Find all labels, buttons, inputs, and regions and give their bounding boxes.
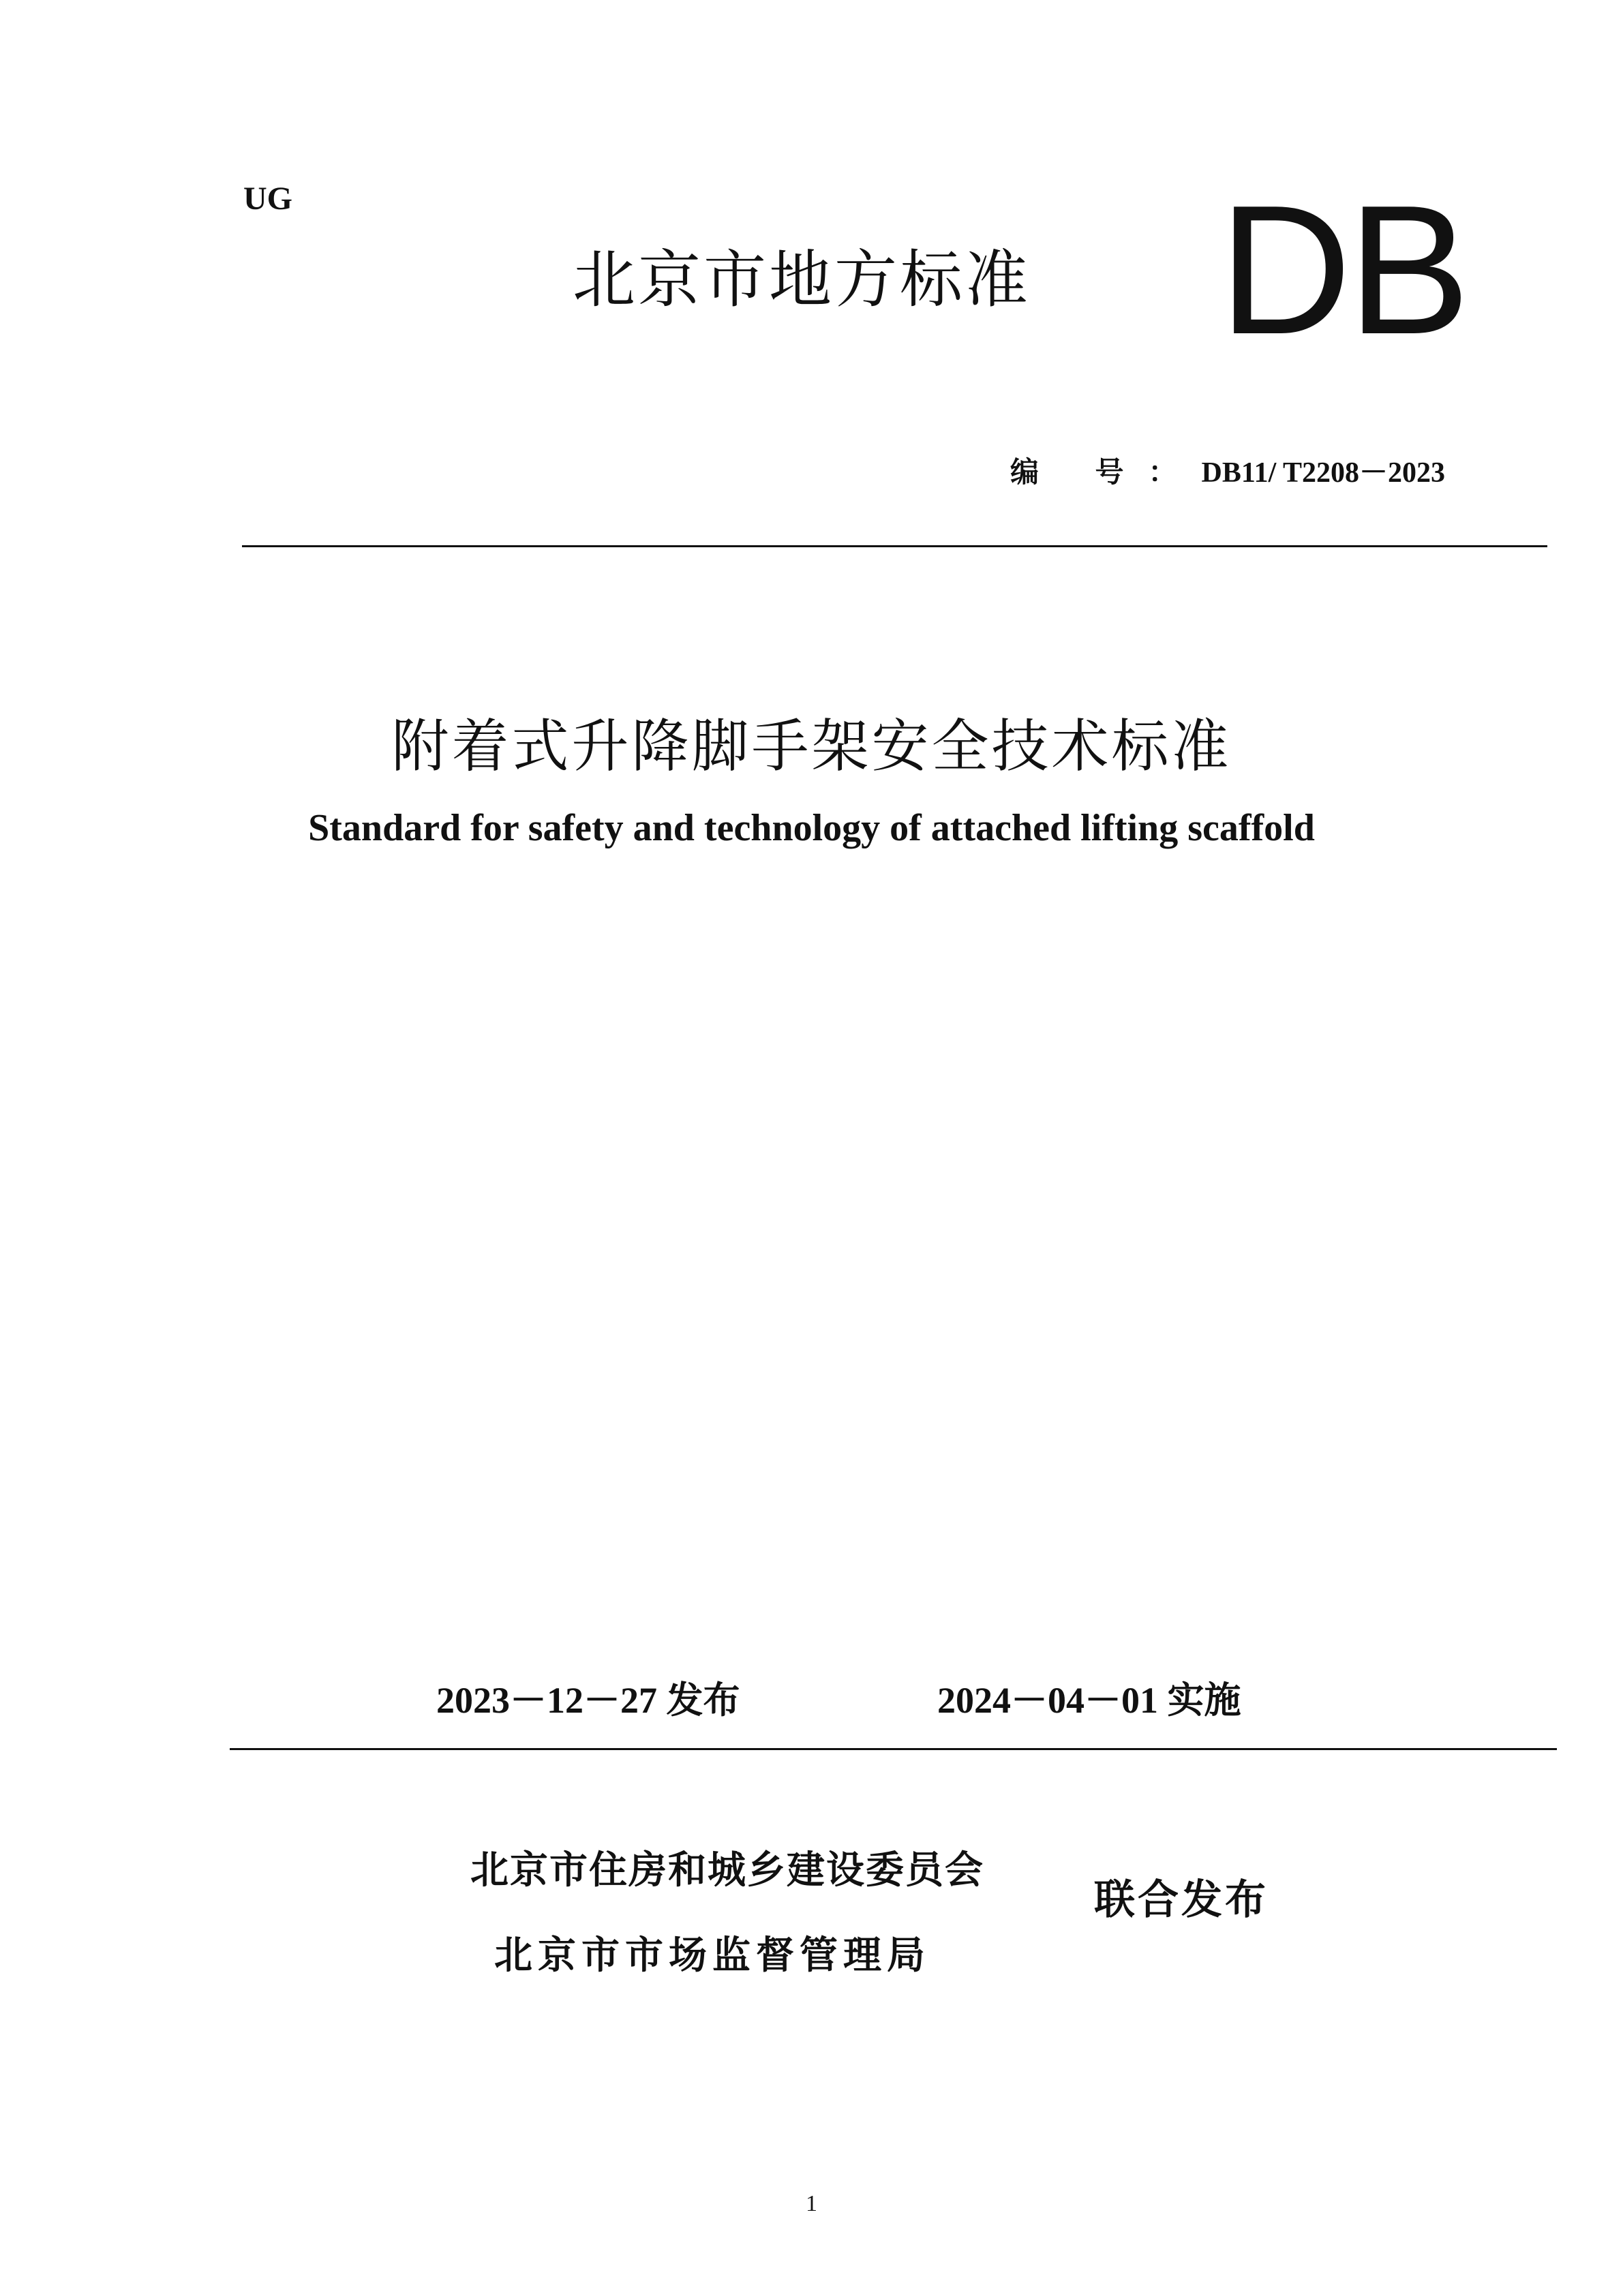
issuer-market-regulation: 北京市市场监督管理局 xyxy=(494,1933,930,1978)
effective-date: 2024－04－01 实施 xyxy=(937,1680,1241,1721)
document-title-en: Standard for safety and technology of attached lifting scaffold xyxy=(308,807,1315,849)
document-title-zh: 附着式升降脚手架安全技术标准 xyxy=(391,713,1232,780)
top-divider xyxy=(242,545,1547,547)
issue-date: 2023－12－27 发布 xyxy=(436,1680,740,1721)
classification-code: UG xyxy=(243,181,292,217)
issuer-housing-commission: 北京市住房和城乡建设委员会 xyxy=(470,1848,984,1893)
bottom-divider xyxy=(230,1748,1557,1750)
standard-code xyxy=(1010,454,1445,492)
standard-code-label: 编 号： xyxy=(1010,457,1202,489)
page-number: 1 xyxy=(806,2191,817,2216)
standard-code-value: DB11/ T2208－2023 xyxy=(1201,457,1445,489)
joint-publication-label: 联合发布 xyxy=(1094,1876,1269,1924)
db-logo-mark: DB xyxy=(1219,168,1467,373)
standard-type-heading: 北京市地方标准 xyxy=(573,243,1031,316)
